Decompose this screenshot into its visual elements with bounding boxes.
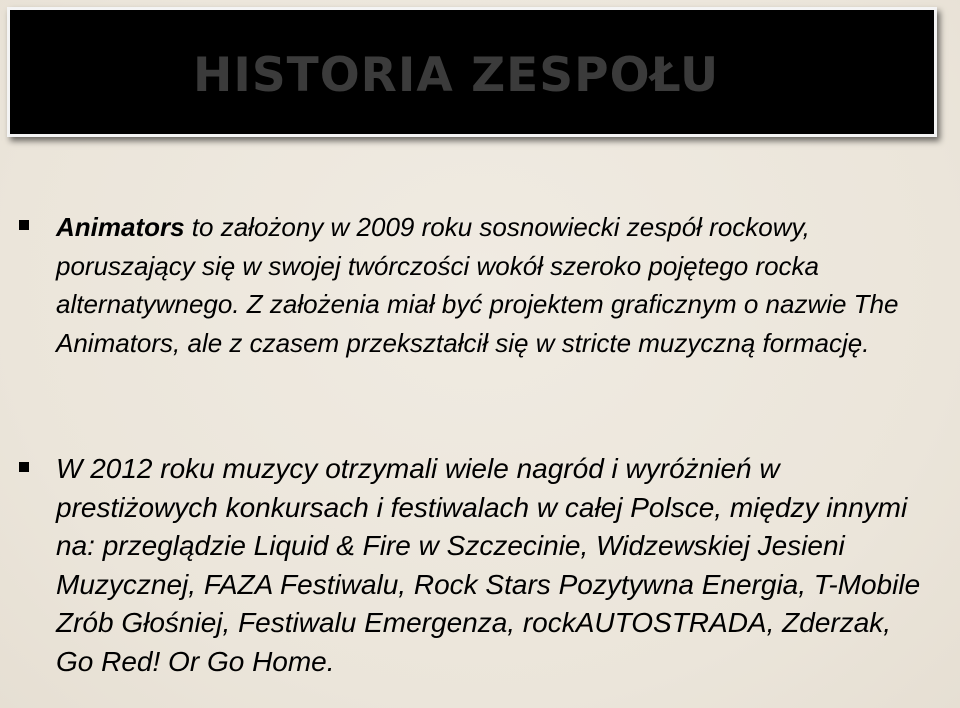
- bullet-square-icon: [19, 220, 29, 230]
- slide-title: HISTORIA ZESPOŁU: [193, 48, 720, 103]
- paragraph-2-text: W 2012 roku muzycy otrzymali wiele nagród i wyróżnień w prestiżowych konkursach i festiwalach w całej Polsce, między innymi na: przeglądzie Liquid & Fire w Szczecinie, Widzewskiej Jesieni Muzycznej, FAZA Festiwalu, Rock Stars Pozytywna Energia, T-Mobile Zrób Głośniej, Festiwalu Emergenza, rockAUTOSTRADA, Zderzak, Go Red! Or Go Home.: [56, 453, 921, 677]
- band-name: Animators: [56, 212, 185, 242]
- paragraph-1: [56, 208, 936, 362]
- bullet-square-icon: [19, 462, 29, 472]
- paragraph-1-text: to założony w 2009 roku sosnowiecki zespół rockowy, poruszający się w swojej twórczości wokół szeroko pojętego rocka alternatywnego. Z założenia miał być projektem graficznym o nazwie The Animators, ale z czasem przekształcił się w stricte muzyczną formację.: [56, 212, 899, 358]
- paragraph-2: [56, 450, 936, 681]
